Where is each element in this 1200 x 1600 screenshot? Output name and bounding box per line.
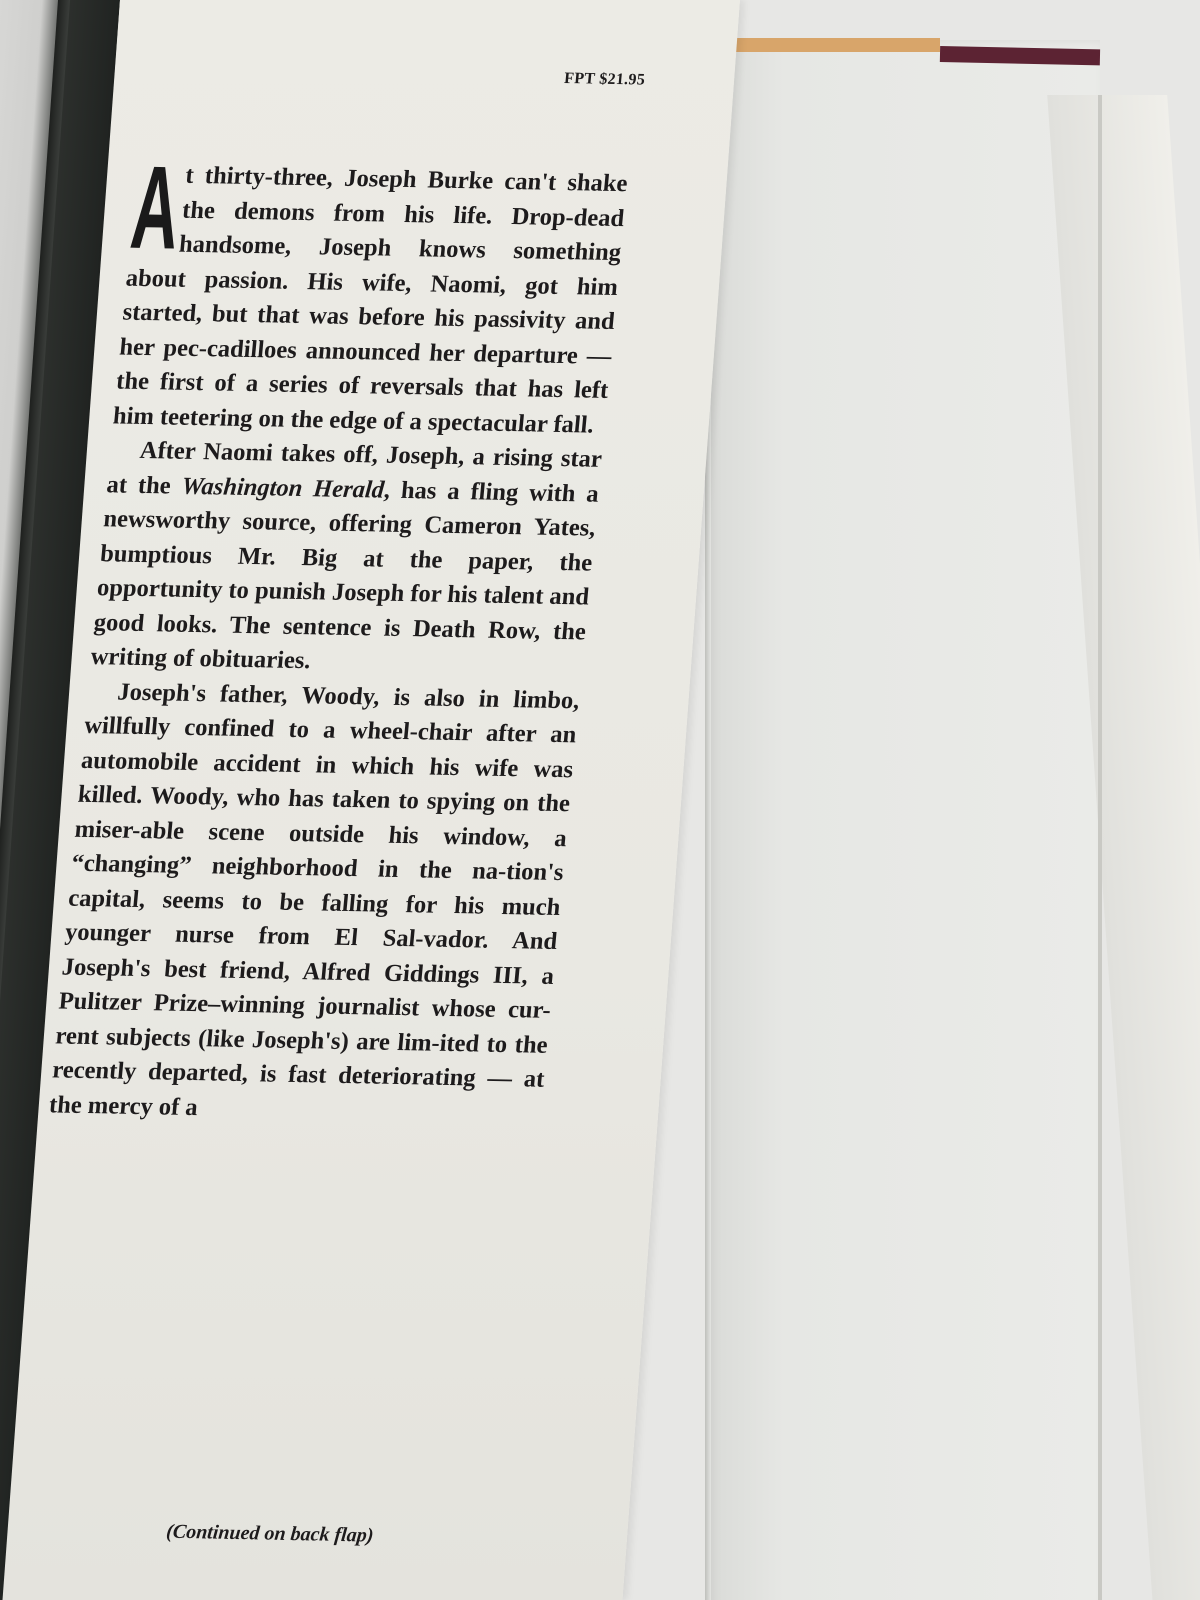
paragraph-1-text: t thirty-three, Joseph Burke can't shake the demons from his life. Drop-dead handsome, Joseph knows something about passion. His wife, Naomi, got him started, but that was before his passivity and her pec-cadilloes announced her departure — the first of a series of reversals that has left him teetering on the edge of a spectacular fall. [111,161,629,439]
newspaper-title: Washington Herald [180,472,386,504]
cover-accent-maroon [940,46,1100,65]
cover-accent-tan [705,38,940,52]
paragraph-2-rest: , has a fling with a newsworthy source, offering Cameron Yates, bumptious Mr. Big at the paper, the opportunity to punish Joseph for his talent and good looks. The sentence is Death Row, the writing of obituaries. [89,476,600,675]
paragraph-2-lead: After Naomi takes off, Joseph, a rising star at the [105,436,604,500]
continued-note: (Continued on back flap) [165,1520,375,1547]
price-label: FPT $21.95 [563,70,646,89]
flap-body [48,141,629,1132]
inner-endpaper [705,40,1100,1600]
paragraph-3: Joseph's father, Woody, is also in limbo, willfully confined to a wheel-chair after an automobile accident in which his wife was killed. Woody, who has taken to spying on the miser-able scene outside his window, a “changing” neighborhood in the na-tion's capital, seems to be falling for his much younger nurse from El Sal-vador. And Joseph's best friend, Alfred Giddings III, a Pulitzer Prize–winning journalist whose cur-rent subjects (like Joseph's) are lim-ited to the recently departed, is fast deteriorating — at the mercy of a [48,678,581,1121]
drop-cap: A [126,141,186,275]
paragraph-2 [89,433,603,684]
paragraph-1 [111,141,629,443]
background-book-edge [1098,95,1102,1600]
